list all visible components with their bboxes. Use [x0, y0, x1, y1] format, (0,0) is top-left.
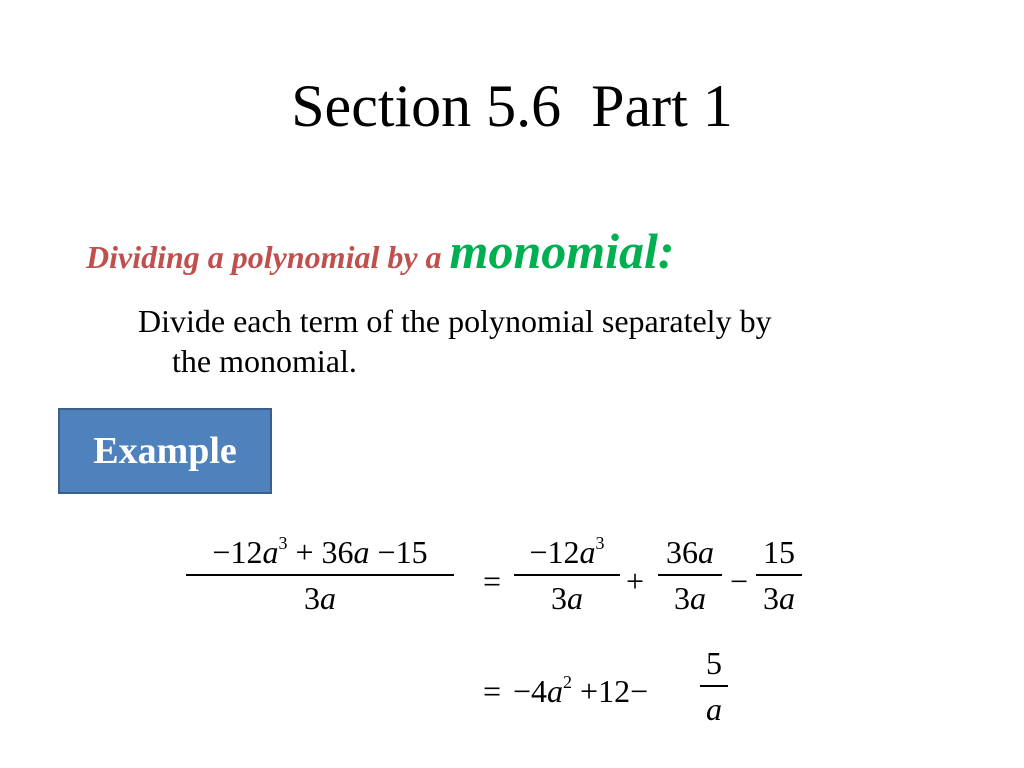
rule-text [138, 301, 958, 381]
term-3-denominator: 3a [763, 580, 795, 616]
fraction-bar [186, 574, 454, 576]
subheading-accent: monomial: [449, 223, 675, 279]
term-2-fraction [658, 536, 722, 614]
fraction-bar [514, 574, 620, 576]
original-denominator: 3a [304, 580, 336, 616]
subheading-lead: Dividing a polynomial by a [86, 239, 450, 275]
fraction-bar [700, 685, 728, 687]
original-numerator: $-12a^3 + 36a -15$ [212, 533, 428, 570]
simplified-terms: $-4a^2 +12-$ [513, 672, 649, 709]
simplified-fraction [700, 647, 728, 725]
rule-text-line-2: the monomial. [172, 343, 357, 379]
minus-sign: − [730, 563, 749, 599]
example-label: Example [93, 430, 237, 472]
original-expression-fraction [186, 533, 454, 616]
term-3-fraction [756, 536, 802, 614]
equals-sign-2: = [483, 673, 502, 709]
equals-sign-1: = [483, 563, 502, 599]
subheading [86, 222, 675, 280]
term-1-numerator: $-12a^3$ [529, 533, 605, 570]
term-2-numerator: 36a [666, 534, 714, 570]
fraction-bar [658, 574, 722, 576]
term-3-numerator: 15 [763, 534, 795, 570]
fraction-bar [756, 574, 802, 576]
plus-sign: + [626, 563, 645, 599]
term-2-denominator: 3a [674, 580, 706, 616]
simplified-numerator: 5 [706, 645, 722, 681]
slide-title: Section 5.6 Part 1 [291, 73, 733, 139]
rule-text-line-1: Divide each term of the polynomial separately by [138, 303, 772, 339]
term-1-fraction [514, 533, 620, 616]
term-1-denominator: 3a [551, 580, 583, 616]
simplified-denominator: a [706, 691, 722, 727]
example-label-box [58, 408, 272, 494]
